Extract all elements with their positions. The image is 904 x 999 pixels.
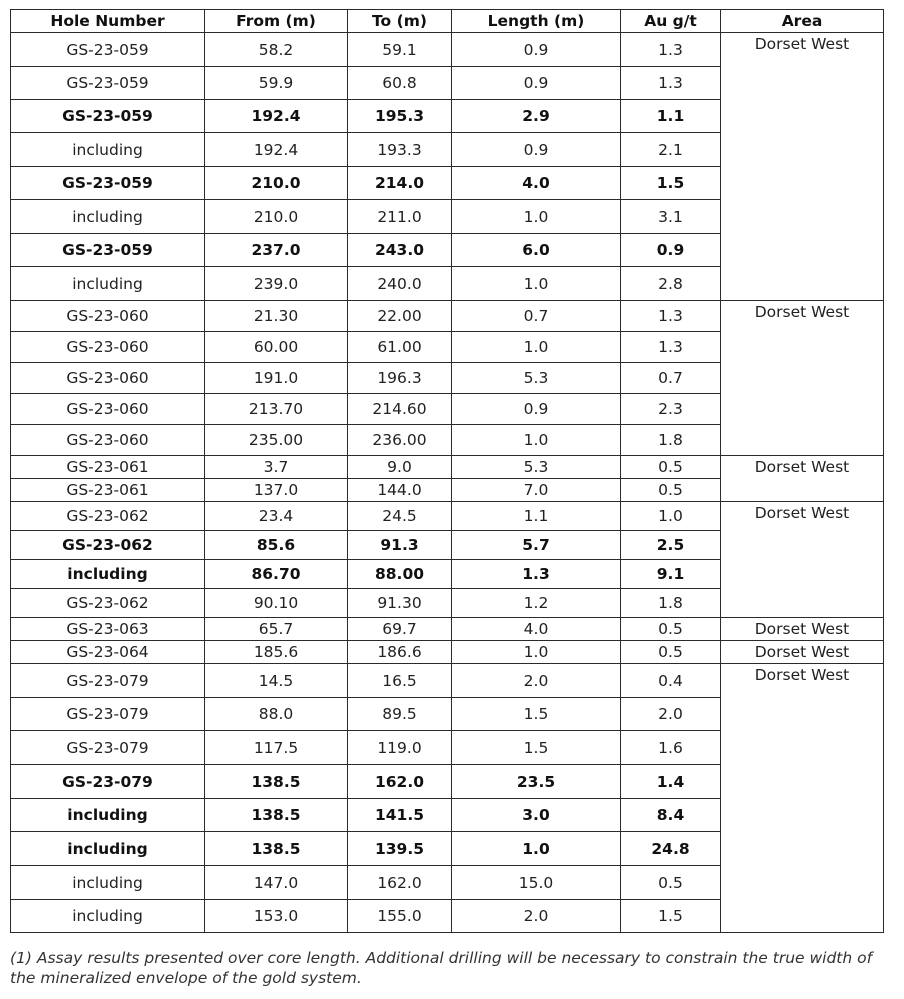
to-cell: 59.1 <box>348 33 452 67</box>
au-cell: 1.8 <box>621 425 721 456</box>
area-cell: Dorset West <box>721 618 884 641</box>
from-cell: 191.0 <box>205 363 348 394</box>
from-cell: 192.4 <box>205 100 348 133</box>
au-cell: 2.3 <box>621 394 721 425</box>
area-cell: Dorset West <box>721 456 884 502</box>
area-cell: Dorset West <box>721 502 884 618</box>
hole-number-cell: GS-23-060 <box>11 425 205 456</box>
au-cell: 1.0 <box>621 502 721 531</box>
from-cell: 138.5 <box>205 799 348 832</box>
to-cell: 139.5 <box>348 832 452 866</box>
hole-number-cell: GS-23-060 <box>11 332 205 363</box>
au-cell: 1.8 <box>621 589 721 618</box>
to-cell: 16.5 <box>348 664 452 698</box>
hole-number-cell: GS-23-062 <box>11 589 205 618</box>
hole-number-cell: GS-23-079 <box>11 731 205 765</box>
from-cell: 59.9 <box>205 67 348 100</box>
length-cell: 0.9 <box>452 67 621 100</box>
area-cell: Dorset West <box>721 641 884 664</box>
hole-number-cell: including <box>11 900 205 933</box>
to-cell: 119.0 <box>348 731 452 765</box>
table-body <box>11 33 884 933</box>
drill-results-table <box>10 9 884 933</box>
from-cell: 86.70 <box>205 560 348 589</box>
to-cell: 186.6 <box>348 641 452 664</box>
length-cell: 2.0 <box>452 664 621 698</box>
length-cell: 23.5 <box>452 765 621 799</box>
from-cell: 117.5 <box>205 731 348 765</box>
to-cell: 193.3 <box>348 133 452 167</box>
from-cell: 60.00 <box>205 332 348 363</box>
header-to: To (m) <box>348 10 452 33</box>
hole-number-cell: including <box>11 799 205 832</box>
au-cell: 0.7 <box>621 363 721 394</box>
length-cell: 1.5 <box>452 731 621 765</box>
length-cell: 0.7 <box>452 301 621 332</box>
hole-number-cell: including <box>11 560 205 589</box>
hole-number-cell: GS-23-061 <box>11 456 205 479</box>
to-cell: 141.5 <box>348 799 452 832</box>
au-cell: 2.1 <box>621 133 721 167</box>
table-row <box>11 502 884 531</box>
to-cell: 144.0 <box>348 479 452 502</box>
from-cell: 185.6 <box>205 641 348 664</box>
au-cell: 0.5 <box>621 456 721 479</box>
footnote: (1) Assay results presented over core length. Additional drilling will be necessary to constrain the true width of the mineralized envelope of the gold system. <box>10 949 873 987</box>
hole-number-cell: GS-23-059 <box>11 234 205 267</box>
length-cell: 15.0 <box>452 866 621 900</box>
to-cell: 88.00 <box>348 560 452 589</box>
from-cell: 210.0 <box>205 167 348 200</box>
au-cell: 1.3 <box>621 301 721 332</box>
length-cell: 5.3 <box>452 456 621 479</box>
to-cell: 22.00 <box>348 301 452 332</box>
au-cell: 2.8 <box>621 267 721 301</box>
hole-number-cell: GS-23-079 <box>11 765 205 799</box>
area-cell: Dorset West <box>721 664 884 933</box>
from-cell: 237.0 <box>205 234 348 267</box>
to-cell: 91.3 <box>348 531 452 560</box>
length-cell: 1.2 <box>452 589 621 618</box>
from-cell: 85.6 <box>205 531 348 560</box>
hole-number-cell: GS-23-060 <box>11 301 205 332</box>
table-row <box>11 33 884 67</box>
table-row <box>11 618 884 641</box>
from-cell: 90.10 <box>205 589 348 618</box>
length-cell: 1.0 <box>452 425 621 456</box>
to-cell: 196.3 <box>348 363 452 394</box>
length-cell: 1.0 <box>452 641 621 664</box>
length-cell: 4.0 <box>452 618 621 641</box>
length-cell: 0.9 <box>452 33 621 67</box>
hole-number-cell: GS-23-059 <box>11 100 205 133</box>
au-cell: 1.4 <box>621 765 721 799</box>
au-cell: 0.9 <box>621 234 721 267</box>
length-cell: 1.0 <box>452 332 621 363</box>
hole-number-cell: including <box>11 866 205 900</box>
to-cell: 214.0 <box>348 167 452 200</box>
header-area: Area <box>721 10 884 33</box>
hole-number-cell: GS-23-062 <box>11 531 205 560</box>
from-cell: 3.7 <box>205 456 348 479</box>
au-cell: 9.1 <box>621 560 721 589</box>
au-cell: 1.3 <box>621 332 721 363</box>
au-cell: 0.4 <box>621 664 721 698</box>
length-cell: 5.3 <box>452 363 621 394</box>
header-hole-number: Hole Number <box>11 10 205 33</box>
hole-number-cell: GS-23-062 <box>11 502 205 531</box>
to-cell: 69.7 <box>348 618 452 641</box>
table-row <box>11 641 884 664</box>
to-cell: 89.5 <box>348 698 452 731</box>
from-cell: 153.0 <box>205 900 348 933</box>
table-row <box>11 456 884 479</box>
au-cell: 0.5 <box>621 479 721 502</box>
from-cell: 192.4 <box>205 133 348 167</box>
from-cell: 21.30 <box>205 301 348 332</box>
from-cell: 23.4 <box>205 502 348 531</box>
from-cell: 147.0 <box>205 866 348 900</box>
from-cell: 14.5 <box>205 664 348 698</box>
au-cell: 2.5 <box>621 531 721 560</box>
hole-number-cell: including <box>11 832 205 866</box>
from-cell: 213.70 <box>205 394 348 425</box>
length-cell: 1.0 <box>452 267 621 301</box>
hole-number-cell: GS-23-079 <box>11 698 205 731</box>
from-cell: 58.2 <box>205 33 348 67</box>
au-cell: 0.5 <box>621 866 721 900</box>
to-cell: 240.0 <box>348 267 452 301</box>
hole-number-cell: including <box>11 267 205 301</box>
from-cell: 138.5 <box>205 765 348 799</box>
au-cell: 1.3 <box>621 33 721 67</box>
from-cell: 137.0 <box>205 479 348 502</box>
header-au: Au g/t <box>621 10 721 33</box>
header-length: Length (m) <box>452 10 621 33</box>
from-cell: 65.7 <box>205 618 348 641</box>
from-cell: 88.0 <box>205 698 348 731</box>
hole-number-cell: GS-23-059 <box>11 67 205 100</box>
au-cell: 0.5 <box>621 618 721 641</box>
hole-number-cell: GS-23-060 <box>11 394 205 425</box>
hole-number-cell: GS-23-079 <box>11 664 205 698</box>
au-cell: 8.4 <box>621 799 721 832</box>
length-cell: 3.0 <box>452 799 621 832</box>
length-cell: 4.0 <box>452 167 621 200</box>
length-cell: 1.3 <box>452 560 621 589</box>
hole-number-cell: including <box>11 133 205 167</box>
from-cell: 210.0 <box>205 200 348 234</box>
to-cell: 211.0 <box>348 200 452 234</box>
to-cell: 61.00 <box>348 332 452 363</box>
area-cell: Dorset West <box>721 33 884 301</box>
length-cell: 5.7 <box>452 531 621 560</box>
length-cell: 1.1 <box>452 502 621 531</box>
au-cell: 24.8 <box>621 832 721 866</box>
length-cell: 0.9 <box>452 394 621 425</box>
hole-number-cell: including <box>11 200 205 234</box>
au-cell: 1.3 <box>621 67 721 100</box>
au-cell: 3.1 <box>621 200 721 234</box>
to-cell: 195.3 <box>348 100 452 133</box>
au-cell: 1.5 <box>621 900 721 933</box>
hole-number-cell: GS-23-059 <box>11 167 205 200</box>
to-cell: 162.0 <box>348 866 452 900</box>
from-cell: 235.00 <box>205 425 348 456</box>
from-cell: 138.5 <box>205 832 348 866</box>
table-row <box>11 664 884 698</box>
table-header-row <box>11 10 884 33</box>
hole-number-cell: GS-23-064 <box>11 641 205 664</box>
to-cell: 243.0 <box>348 234 452 267</box>
length-cell: 7.0 <box>452 479 621 502</box>
hole-number-cell: GS-23-063 <box>11 618 205 641</box>
hole-number-cell: GS-23-060 <box>11 363 205 394</box>
length-cell: 2.0 <box>452 900 621 933</box>
to-cell: 155.0 <box>348 900 452 933</box>
to-cell: 236.00 <box>348 425 452 456</box>
length-cell: 2.9 <box>452 100 621 133</box>
hole-number-cell: GS-23-061 <box>11 479 205 502</box>
au-cell: 1.1 <box>621 100 721 133</box>
to-cell: 91.30 <box>348 589 452 618</box>
header-from: From (m) <box>205 10 348 33</box>
to-cell: 214.60 <box>348 394 452 425</box>
area-cell: Dorset West <box>721 301 884 456</box>
au-cell: 1.5 <box>621 167 721 200</box>
length-cell: 1.0 <box>452 200 621 234</box>
au-cell: 2.0 <box>621 698 721 731</box>
hole-number-cell: GS-23-059 <box>11 33 205 67</box>
to-cell: 9.0 <box>348 456 452 479</box>
length-cell: 1.5 <box>452 698 621 731</box>
length-cell: 0.9 <box>452 133 621 167</box>
to-cell: 24.5 <box>348 502 452 531</box>
to-cell: 60.8 <box>348 67 452 100</box>
to-cell: 162.0 <box>348 765 452 799</box>
au-cell: 1.6 <box>621 731 721 765</box>
au-cell: 0.5 <box>621 641 721 664</box>
length-cell: 6.0 <box>452 234 621 267</box>
length-cell: 1.0 <box>452 832 621 866</box>
from-cell: 239.0 <box>205 267 348 301</box>
table-row <box>11 301 884 332</box>
